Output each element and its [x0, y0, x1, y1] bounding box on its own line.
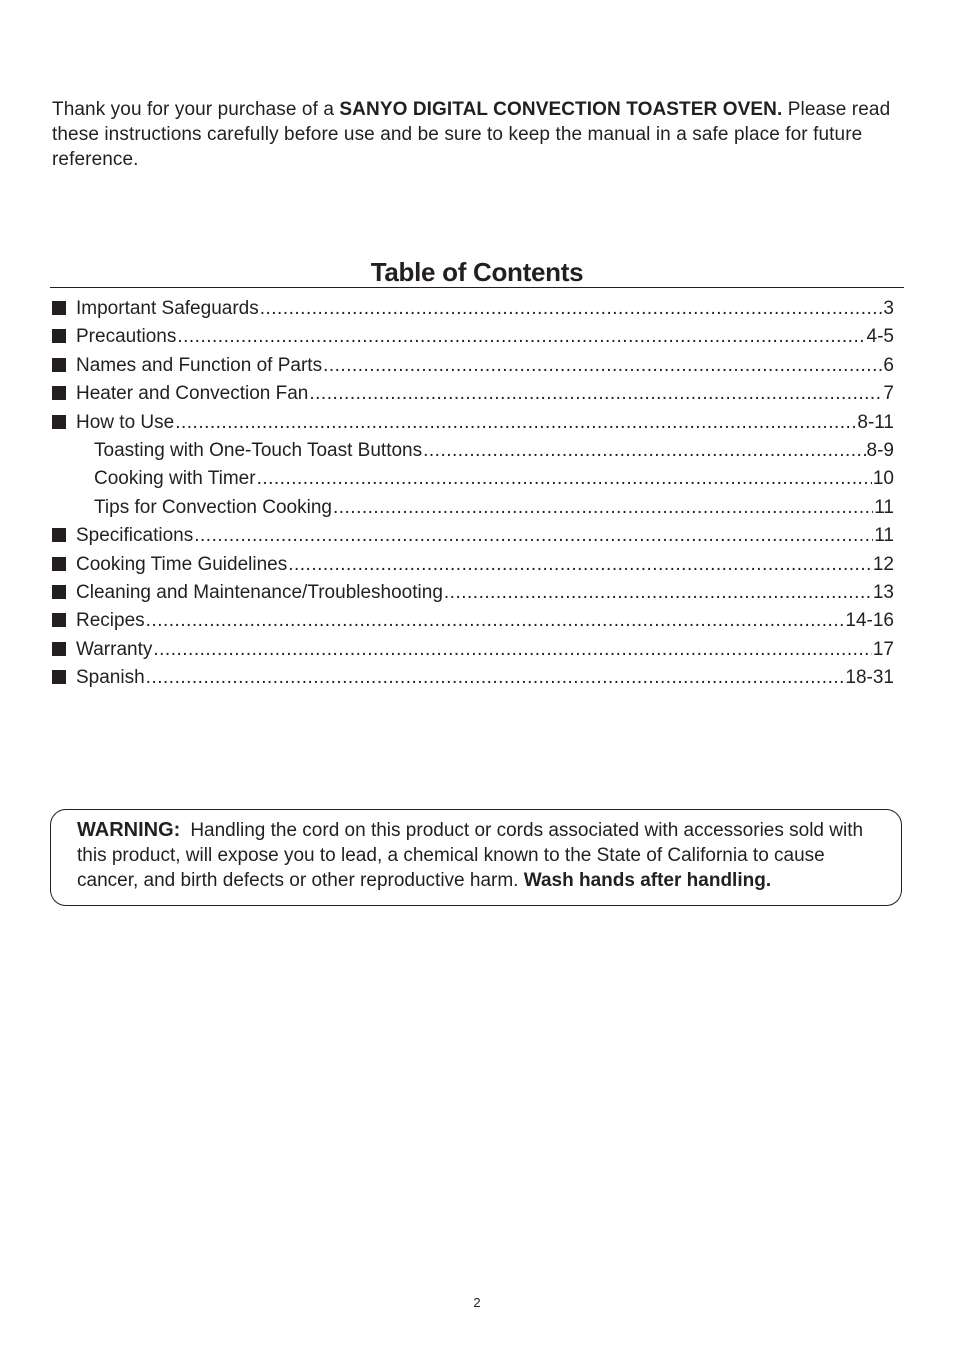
- toc-entry-page: 8-11: [857, 411, 894, 433]
- square-bullet-icon: [52, 301, 66, 315]
- toc-entry-page: 11: [874, 525, 894, 547]
- warning-label: WARNING:: [77, 819, 181, 841]
- toc-entry: [52, 636, 894, 664]
- toc-entry-page: 17: [872, 638, 894, 660]
- toc-entry: [52, 437, 894, 465]
- square-bullet-icon: [52, 415, 66, 429]
- toc-entry-page: 4-5: [866, 326, 894, 348]
- toc-entry-label: How to Use: [76, 411, 175, 433]
- toc-entry-label: Important Safeguards: [76, 298, 259, 319]
- dot-leader: [288, 551, 872, 579]
- warning-emphasis: Wash hands after handling.: [523, 870, 772, 891]
- toc-entry-label: Toasting with One-Touch Toast Buttons: [94, 439, 423, 461]
- toc-entry-label: Cooking Time Guidelines: [76, 553, 288, 575]
- square-bullet-icon: [52, 642, 66, 656]
- square-bullet-icon: [52, 358, 66, 372]
- toc-entry: [52, 465, 894, 493]
- toc-entry: [52, 380, 894, 408]
- toc-entry-label: Names and Function of Parts: [76, 354, 323, 376]
- dot-leader: [146, 607, 845, 635]
- dot-leader: [323, 352, 882, 380]
- toc-entry-page: 3: [883, 298, 894, 319]
- toc-entry: [52, 607, 894, 635]
- dot-leader: [194, 522, 873, 550]
- toc-entry-page: 11: [874, 496, 894, 518]
- toc-title: Table of Contents: [370, 257, 584, 287]
- toc-entry-label: Tips for Convection Cooking: [94, 496, 332, 518]
- toc-entry-label: Heater and Convection Fan: [76, 383, 309, 405]
- square-bullet-icon: [52, 329, 66, 343]
- dot-leader: [175, 409, 856, 437]
- toc-entry: [52, 494, 894, 522]
- warning-paragraph: [77, 818, 887, 893]
- square-bullet-icon: [52, 585, 66, 599]
- toc-entry: [52, 551, 894, 579]
- toc-entry-label: Cooking with Timer: [94, 468, 256, 490]
- toc-entry-label: Warranty: [76, 638, 153, 660]
- toc-entry: [52, 579, 894, 607]
- toc-entry: [52, 352, 894, 380]
- page-number: 2: [473, 1295, 481, 1310]
- dot-leader: [309, 380, 882, 408]
- toc-entry: [52, 323, 894, 351]
- warning-box: [50, 809, 902, 906]
- toc-entry-label: Spanish: [76, 667, 145, 689]
- toc-entry-label: Recipes: [76, 610, 145, 632]
- toc-entry-page: 6: [883, 354, 894, 376]
- toc-entry: [52, 409, 894, 437]
- dot-leader: [333, 494, 873, 522]
- toc-entry-page: 7: [883, 383, 894, 405]
- toc-entry-page: 18-31: [845, 667, 894, 689]
- toc-entry: [52, 522, 894, 550]
- toc-divider: [50, 287, 904, 288]
- toc-entry-page: 12: [872, 553, 894, 575]
- dot-leader: [260, 295, 883, 323]
- intro-text-after: Please read these instructions carefully before use and be sure to keep the manual in a safe place for future reference.: [52, 99, 891, 170]
- table-of-contents: [52, 295, 894, 692]
- dot-leader: [177, 323, 865, 351]
- square-bullet-icon: [52, 670, 66, 684]
- intro-text-before: Thank you for your purchase of a: [52, 99, 340, 120]
- toc-entry: [52, 295, 894, 323]
- square-bullet-icon: [52, 557, 66, 571]
- toc-entry-label: Precautions: [76, 326, 177, 348]
- toc-entry-label: Cleaning and Maintenance/Troubleshooting: [76, 581, 443, 603]
- square-bullet-icon: [52, 613, 66, 627]
- intro-paragraph: [52, 97, 902, 172]
- square-bullet-icon: [52, 528, 66, 542]
- dot-leader: [146, 664, 845, 692]
- square-bullet-icon: [52, 386, 66, 400]
- dot-leader: [423, 437, 865, 465]
- toc-entry-page: 8-9: [866, 439, 894, 461]
- toc-entry-page: 14-16: [845, 610, 894, 632]
- warning-body: Handling the cord on this product or cords associated with accessories sold with this product, will expose you to lead, a chemical known to the State of California to cause cancer, and birth defects or other reproductive harm.: [77, 820, 864, 891]
- toc-entry-label: Specifications: [76, 525, 194, 547]
- dot-leader: [257, 465, 872, 493]
- dot-leader: [153, 636, 871, 664]
- toc-entry-page: 13: [872, 581, 894, 603]
- toc-entry: [52, 664, 894, 692]
- toc-entry-page: 10: [872, 468, 894, 490]
- product-name: SANYO DIGITAL CONVECTION TOASTER OVEN.: [339, 99, 783, 120]
- dot-leader: [444, 579, 872, 607]
